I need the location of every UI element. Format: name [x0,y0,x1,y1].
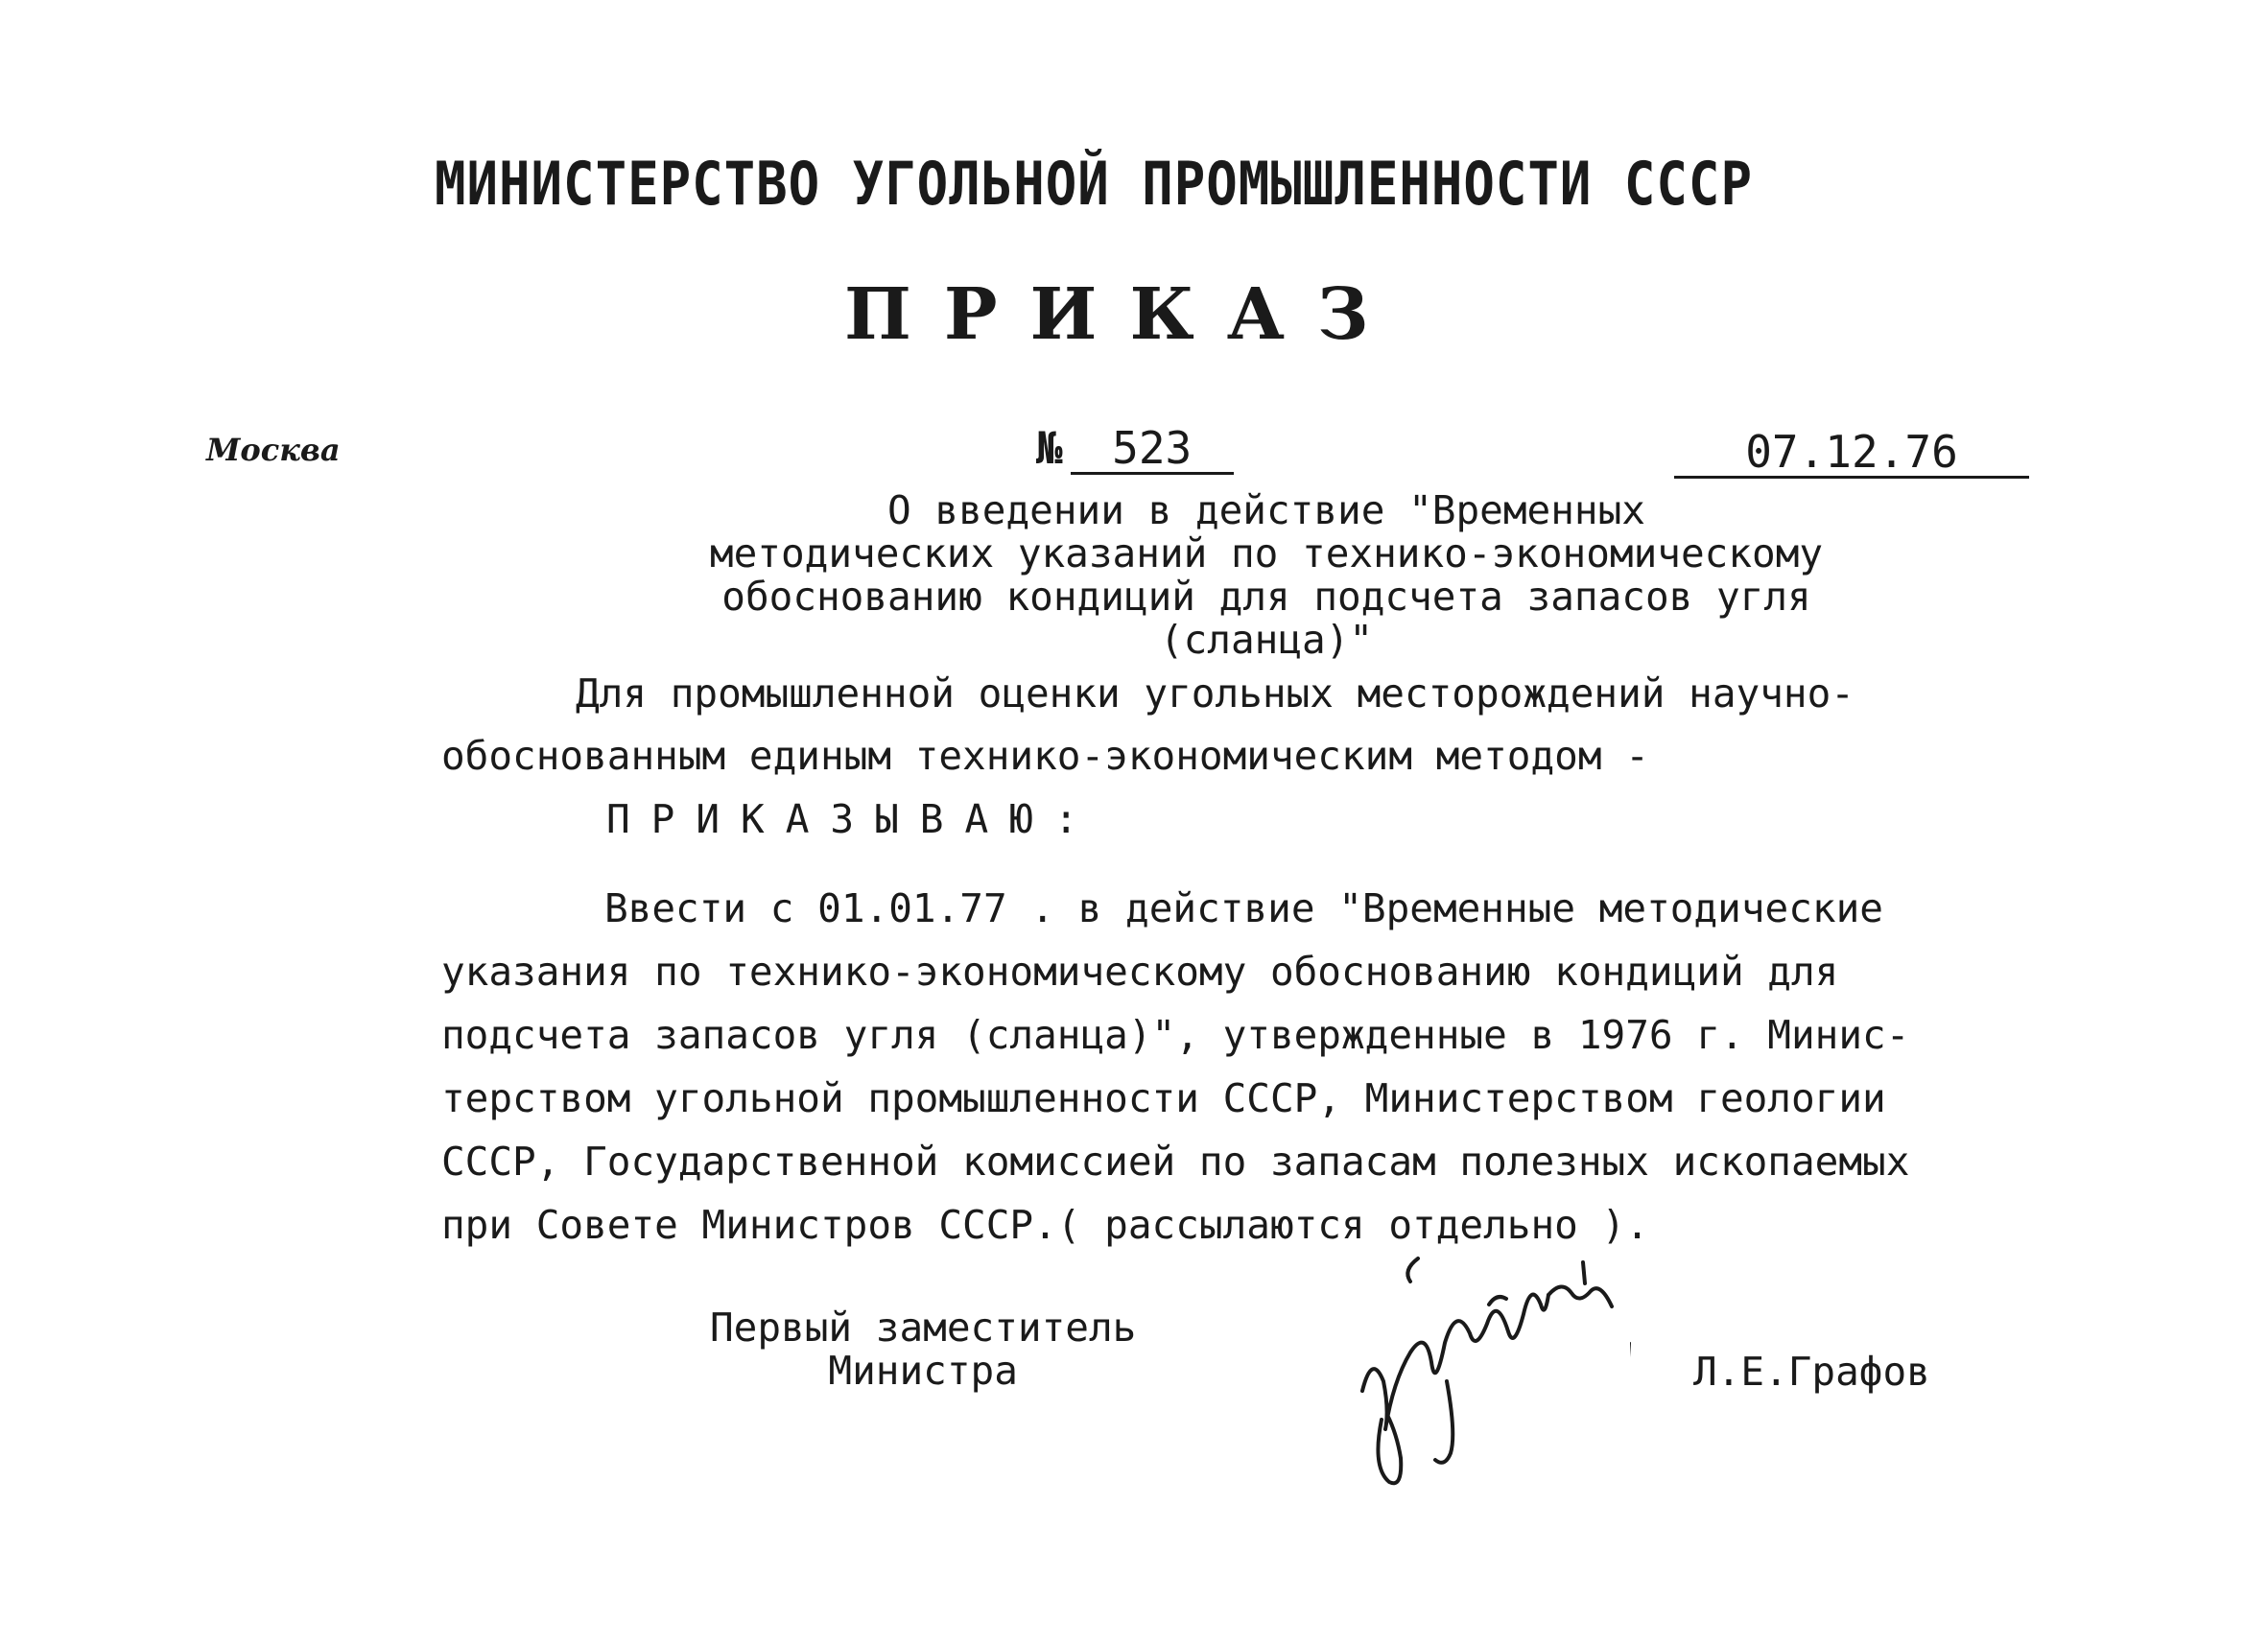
city-label: Москва [206,432,341,468]
body-line: терством угольной промышленности СССР, Министерством геологии [441,1075,1886,1121]
preamble-line: обоснованным единым технико-экономическим методом - [441,733,1649,779]
order-number-field [1036,422,1234,475]
signer-name: Л.Е.Графов [1693,1349,1930,1395]
preamble-line: Для промышленной оценки угольных месторождений научно- [576,670,1855,717]
signer-title-line: Министра [828,1348,1018,1394]
order-date: 07.12.76 [1674,430,2029,479]
number-sign: № [1036,422,1063,474]
handwritten-signature [1343,1237,1631,1516]
subject-line: обоснованию кондиций для подсчета запасов угля [721,574,1811,620]
order-title: ПРИКАЗ [844,273,1402,356]
ministry-heading: МИНИСТЕРСТВО УГОЛЬНОЙ ПРОМЫШЛЕННОСТИ СССР [435,149,1753,219]
body-line: указания по технико-экономическому обоснованию кондиций для [441,949,1839,995]
signer-title [710,1306,1136,1393]
body-line: при Совете Министров СССР.( рассылаются отдельно ). [441,1202,1649,1248]
body-line: подсчета запасов угля (сланца)", утвержденные в 1976 г. Минис- [441,1012,1910,1058]
order-number: 523 [1071,426,1234,475]
subject-line: О введении в действие "Временных [887,487,1645,533]
signer-title-line: Первый заместитель [710,1305,1137,1351]
body-line: Ввести с 01.01.77 . в действие "Временные методические [604,885,1883,931]
body-line: СССР, Государственной комиссией по запасам полезных ископаемых [441,1139,1910,1185]
decree-word: ПРИКАЗЫВАЮ: [606,796,1099,842]
order-subject [633,489,1900,662]
subject-line: методических указаний по технико-экономическому [709,530,1824,576]
subject-line: (сланца)" [1159,617,1374,663]
